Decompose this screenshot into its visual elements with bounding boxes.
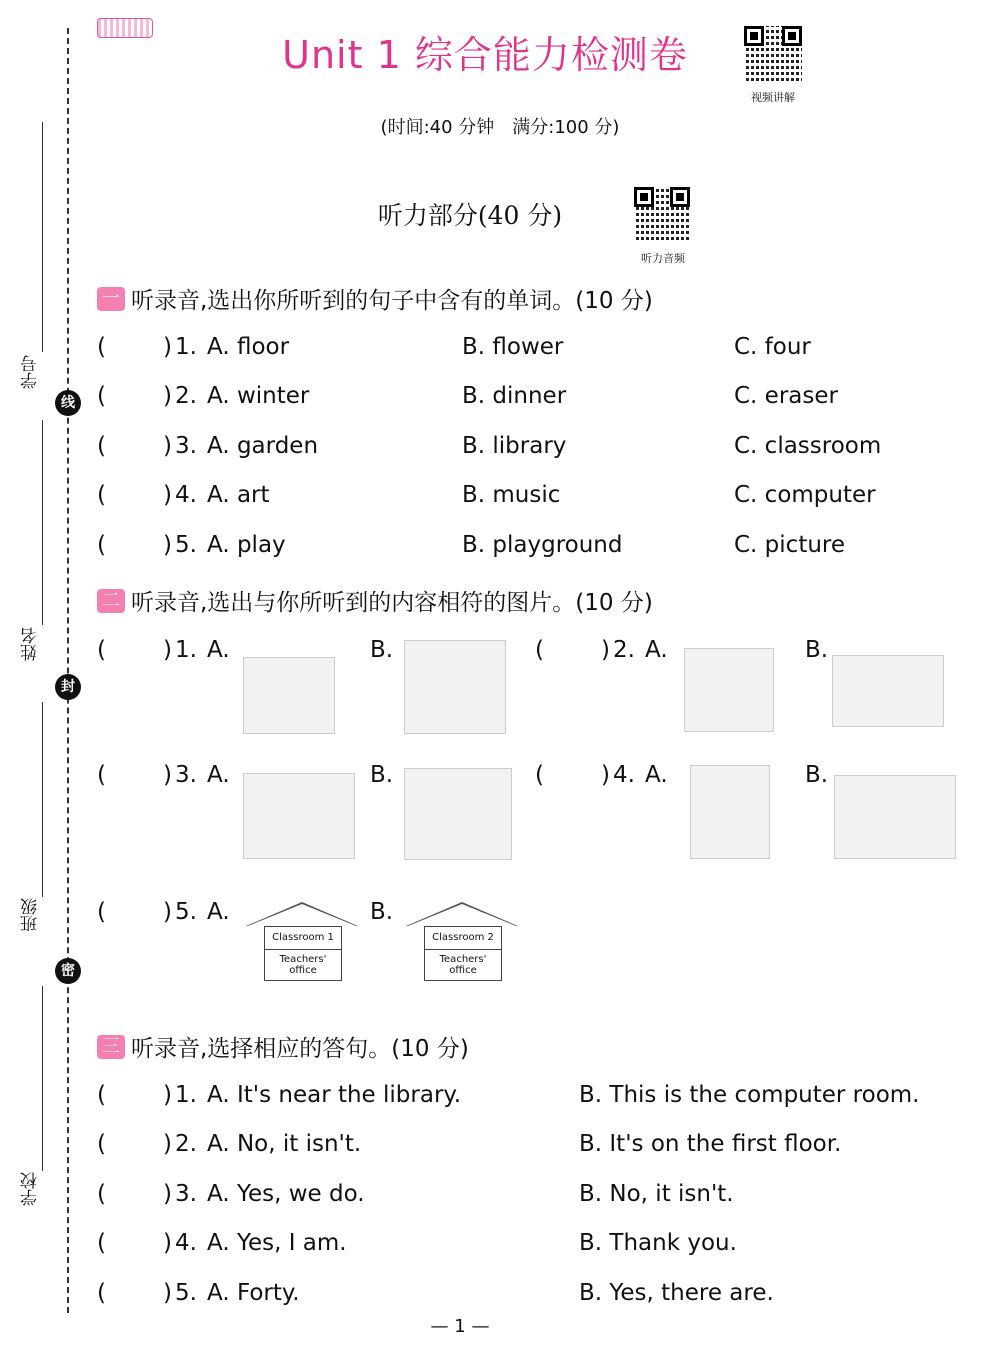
option-b: B. music (462, 482, 561, 508)
option-b: B. playground (462, 532, 623, 558)
answer-blank[interactable]: ( (97, 383, 106, 409)
option-a: A. Yes, we do. (207, 1181, 365, 1207)
page-title: Unit 1 综合能力检测卷 (282, 33, 688, 77)
option-b: B. dinner (462, 383, 567, 409)
option-c: C. classroom (734, 433, 882, 459)
section-2-title: 听录音,选出与你所听到的内容相符的图片。(10 分) (131, 590, 653, 616)
binding-mark-seal: 封 (55, 674, 81, 700)
question-number: 5. (175, 899, 197, 925)
name-label: 姓名 (21, 627, 41, 661)
section-1-number: 一 (97, 287, 125, 311)
student-number-line (42, 122, 43, 352)
part-title: 听力部分(40 分) (377, 201, 563, 230)
paren-close: ) (163, 482, 172, 508)
option-b: B. Thank you. (579, 1230, 737, 1256)
building-diagram-b (406, 902, 518, 981)
option-a: A. art (207, 482, 270, 508)
option-a-label: A. (645, 762, 668, 788)
building-floors (424, 926, 502, 981)
paren-close: ) (163, 1082, 172, 1108)
answer-blank[interactable]: ( (97, 532, 106, 558)
computer-room-picture (243, 657, 335, 734)
qr-code-video-icon[interactable] (744, 26, 802, 84)
option-a: A. Yes, I am. (207, 1230, 347, 1256)
question-number: 1. (175, 1082, 197, 1108)
paren-close: ) (163, 762, 172, 788)
teachers-office-picture (690, 765, 770, 859)
building-floors (264, 926, 342, 981)
option-b-label: B. (370, 637, 394, 663)
building-roof (406, 902, 518, 926)
qr-caption-audio: 听力音频 (641, 252, 685, 265)
question-number: 5. (175, 532, 197, 558)
option-b: B. flower (462, 334, 564, 360)
option-a-label: A. (645, 637, 668, 663)
ground-floor-label: Teachers' office (439, 954, 487, 976)
option-a-label: A. (207, 899, 230, 925)
answer-blank[interactable]: ( (535, 637, 544, 663)
question-number: 4. (175, 1230, 197, 1256)
answer-blank[interactable]: ( (97, 1131, 106, 1157)
paren-close: ) (163, 637, 172, 663)
option-c: C. four (734, 334, 811, 360)
paren-close: ) (163, 433, 172, 459)
question-number: 2. (613, 637, 635, 663)
section-1-title: 听录音,选出你所听到的句子中含有的单词。(10 分) (131, 288, 653, 314)
question-number: 1. (175, 334, 197, 360)
paren-close: ) (163, 1230, 172, 1256)
question-number: 3. (175, 1181, 197, 1207)
answer-blank[interactable]: ( (97, 433, 106, 459)
option-b: B. This is the computer room. (579, 1082, 920, 1108)
option-b: B. No, it isn't. (579, 1181, 734, 1207)
section-3-title: 听录音,选择相应的答句。(10 分) (131, 1036, 469, 1062)
option-b-label: B. (370, 762, 394, 788)
classroom-picture (834, 775, 956, 859)
question-number: 3. (175, 433, 197, 459)
section-2-heading (97, 584, 653, 617)
question-number: 2. (175, 1131, 197, 1157)
exam-info: (时间:40 分钟 满分:100 分) (380, 117, 620, 138)
library-picture (832, 655, 944, 727)
art-room-picture (404, 640, 506, 734)
answer-blank[interactable]: ( (97, 1082, 106, 1108)
option-a: A. play (207, 532, 286, 558)
building-roof (246, 902, 358, 926)
option-b-label: B. (805, 762, 829, 788)
answer-blank[interactable]: ( (97, 762, 106, 788)
school-line (42, 986, 43, 1171)
option-b: B. It's on the first floor. (579, 1131, 842, 1157)
paren-close: ) (601, 637, 610, 663)
paren-close: ) (163, 1280, 172, 1306)
question-number: 1. (175, 637, 197, 663)
qr-code-audio-icon[interactable] (634, 187, 690, 243)
option-a: A. Forty. (207, 1280, 300, 1306)
question-number: 5. (175, 1280, 197, 1306)
answer-blank[interactable]: ( (97, 482, 106, 508)
class-label: 班级 (21, 898, 41, 932)
binding-mark-secret: 密 (55, 958, 81, 984)
option-a: A. No, it isn't. (207, 1131, 362, 1157)
answer-blank[interactable]: ( (97, 637, 106, 663)
paren-close: ) (163, 899, 172, 925)
option-b-label: B. (370, 899, 394, 925)
name-line (42, 420, 43, 625)
paren-close: ) (601, 762, 610, 788)
paren-close: ) (163, 532, 172, 558)
option-c: C. computer (734, 482, 876, 508)
option-c: C. eraser (734, 383, 838, 409)
question-number: 4. (175, 482, 197, 508)
qr-caption-video: 视频讲解 (751, 91, 795, 104)
paren-close: ) (163, 383, 172, 409)
option-c: C. picture (734, 532, 846, 558)
option-a-label: A. (207, 637, 230, 663)
ground-floor-label: Teachers' office (279, 954, 327, 976)
class-line (42, 702, 43, 897)
answer-blank[interactable]: ( (97, 899, 106, 925)
option-a: A. garden (207, 433, 319, 459)
student-number-label: 学号 (21, 355, 41, 389)
option-a: A. winter (207, 383, 310, 409)
answer-blank[interactable]: ( (97, 1280, 106, 1306)
garden-picture (404, 768, 512, 860)
paren-close: ) (163, 1131, 172, 1157)
option-a-label: A. (207, 762, 230, 788)
answer-blank[interactable]: ( (97, 334, 106, 360)
section-1-heading (97, 282, 653, 315)
question-number: 4. (613, 762, 635, 788)
question-number: 3. (175, 762, 197, 788)
answer-blank[interactable]: ( (535, 762, 544, 788)
school-label: 学校 (21, 1172, 41, 1206)
building-diagram-a (246, 902, 358, 981)
option-a: A. floor (207, 334, 290, 360)
option-b: B. library (462, 433, 567, 459)
option-a: A. It's near the library. (207, 1082, 462, 1108)
binding-mark-line: 线 (55, 390, 81, 416)
answer-blank[interactable]: ( (97, 1181, 106, 1207)
upper-floor-label: Classroom 2 (425, 927, 501, 950)
option-b: B. Yes, there are. (579, 1280, 774, 1306)
playground-picture (243, 773, 355, 859)
upper-floor-label: Classroom 1 (265, 927, 341, 950)
section-3-number: 三 (97, 1035, 125, 1059)
section-3-heading (97, 1030, 469, 1063)
music-room-picture (684, 648, 774, 732)
page-number: — 1 — (430, 1316, 490, 1337)
answer-blank[interactable]: ( (97, 1230, 106, 1256)
paren-close: ) (163, 1181, 172, 1207)
paren-close: ) (163, 334, 172, 360)
question-number: 2. (175, 383, 197, 409)
section-2-number: 二 (97, 589, 125, 613)
option-b-label: B. (805, 637, 829, 663)
